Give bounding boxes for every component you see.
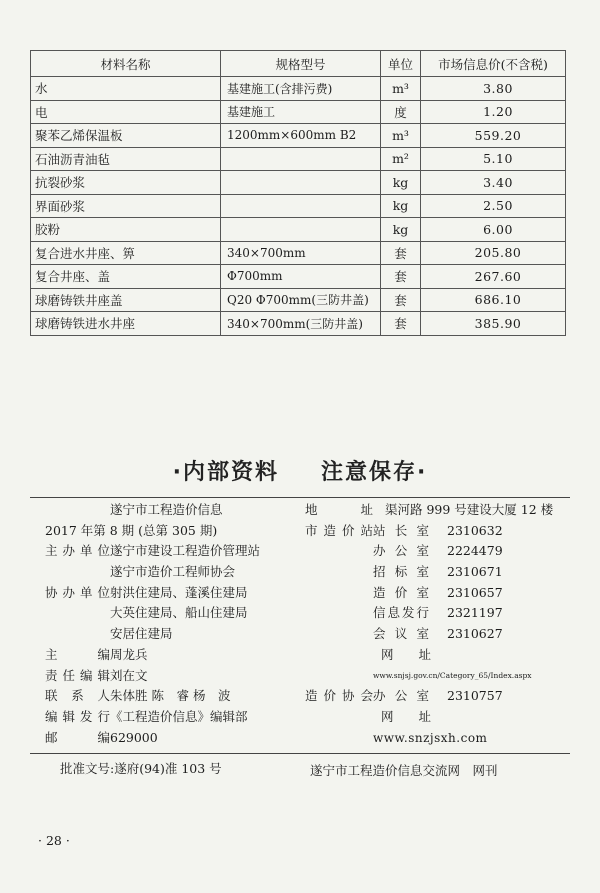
station-dept: 办公室 [373, 543, 429, 559]
table-row [31, 77, 566, 101]
spec-cell: 基建施工 [221, 100, 381, 124]
material-name: 电 [31, 100, 221, 124]
station-dept: 会议室 [373, 626, 429, 642]
material-name: 球磨铸铁进水井座 [31, 312, 221, 336]
header-material: 材料名称 [31, 51, 221, 77]
unit-cell: kg [381, 218, 421, 242]
material-name: 胶粉 [31, 218, 221, 242]
sponsor-label: 主办单位 [45, 543, 110, 559]
publisher-label: 编辑发行 [45, 708, 110, 724]
station-phone: 2310627 [447, 626, 503, 642]
co-sponsor-1: 射洪住建局、蓬溪住建局 [110, 584, 248, 600]
header-spec: 规格型号 [221, 51, 381, 77]
bottom-divider [30, 753, 570, 754]
publisher: 《工程造价信息》编辑部 [110, 708, 248, 724]
spec-cell: Q20 Φ700mm(三防井盖) [221, 288, 381, 312]
association-office: 办公室 [373, 688, 429, 704]
station-dept: 造价室 [373, 584, 429, 600]
header-unit: 单位 [381, 51, 421, 77]
price-cell: 3.40 [421, 171, 566, 195]
price-cell: 2.50 [421, 194, 566, 218]
spec-cell: 基建施工(含排污费) [221, 77, 381, 101]
price-cell: 5.10 [421, 147, 566, 171]
station-dept: 信息发行 [373, 605, 429, 621]
table-row [31, 171, 566, 195]
masthead [45, 500, 300, 748]
unit-cell: kg [381, 171, 421, 195]
station-dept: 招标室 [373, 564, 429, 580]
station-phone: 2310671 [447, 564, 503, 580]
material-name: 抗裂砂浆 [31, 171, 221, 195]
station-phone: 2321197 [447, 605, 503, 621]
association-web-label: 网 址 [381, 708, 432, 724]
material-name: 球磨铸铁井座盖 [31, 288, 221, 312]
unit-cell: 套 [381, 265, 421, 289]
station-label: 市造价站 [305, 522, 373, 538]
price-table [30, 50, 566, 336]
table-row [31, 124, 566, 148]
material-name: 界面砂浆 [31, 194, 221, 218]
approval-number: 批准文号:遂府(94)准 103 号 [60, 761, 222, 776]
spec-cell: 340×700mm(三防井盖) [221, 312, 381, 336]
price-cell: 686.10 [421, 288, 566, 312]
issue-number: 2017 年第 8 期 (总第 305 期) [45, 522, 218, 538]
spec-cell [221, 171, 381, 195]
unit-cell: 套 [381, 288, 421, 312]
header-price: 市场信息价(不含税) [421, 51, 566, 77]
unit-cell: 套 [381, 312, 421, 336]
unit-cell: m² [381, 147, 421, 171]
banner-keep: 注意保存· [321, 460, 428, 485]
resp-editor-label: 责任编辑 [45, 667, 110, 683]
table-row [31, 265, 566, 289]
station-phone: 2310657 [447, 584, 503, 600]
page-number: · 28 · [38, 833, 70, 848]
sponsor-2: 遂宁市造价工程师协会 [110, 564, 236, 580]
co-sponsor-2: 大英住建局、船山住建局 [110, 605, 248, 621]
association-phone: 2310757 [447, 688, 503, 704]
price-cell: 205.80 [421, 241, 566, 265]
address: 渠河路 999 号建设大厦 12 楼 [385, 502, 554, 517]
unit-cell: m³ [381, 124, 421, 148]
table-row [31, 194, 566, 218]
material-name: 复合进水井座、箅 [31, 241, 221, 265]
table-row [31, 100, 566, 124]
resp-editor-name: 刘在文 [110, 667, 148, 683]
material-name: 复合井座、盖 [31, 265, 221, 289]
price-cell: 267.60 [421, 265, 566, 289]
association-website: www.snzjsxh.com [373, 730, 488, 745]
table-row [31, 241, 566, 265]
contact-label: 联 系 人 [45, 688, 110, 704]
notice-banner [0, 455, 600, 486]
contact-names: 朱体胜 陈 睿 杨 波 [110, 688, 231, 704]
table-row [31, 147, 566, 171]
spec-cell [221, 194, 381, 218]
station-web-label: 网 址 [381, 646, 432, 662]
unit-cell: kg [381, 194, 421, 218]
price-cell: 3.80 [421, 77, 566, 101]
material-name: 聚苯乙烯保温板 [31, 124, 221, 148]
price-cell: 6.00 [421, 218, 566, 242]
table-row [31, 312, 566, 336]
sponsor-1: 遂宁市建设工程造价管理站 [110, 543, 261, 559]
table-row [31, 288, 566, 312]
spec-cell [221, 218, 381, 242]
association-label: 造价协会 [305, 688, 373, 704]
postal-code: 629000 [110, 729, 158, 745]
station-website: www.snjsj.gov.cn/Category_65/Index.aspx [373, 670, 532, 680]
spec-cell: 340×700mm [221, 241, 381, 265]
station-phone: 2224479 [447, 543, 503, 559]
top-divider [30, 497, 570, 498]
station-phone: 2310632 [447, 522, 503, 538]
spec-cell: Φ700mm [221, 265, 381, 289]
table-row [31, 218, 566, 242]
co-sponsor-label: 协办单位 [45, 584, 110, 600]
unit-cell: m³ [381, 77, 421, 101]
spec-cell [221, 147, 381, 171]
price-cell: 385.90 [421, 312, 566, 336]
network-label: 遂宁市工程造价信息交流网 网刊 [310, 763, 498, 778]
material-name: 石油沥青油毡 [31, 147, 221, 171]
price-cell: 559.20 [421, 124, 566, 148]
material-name: 水 [31, 77, 221, 101]
table-header-row [31, 51, 566, 77]
unit-cell: 套 [381, 241, 421, 265]
postal-label: 邮 编 [45, 729, 110, 745]
address-label: 地 址 [305, 502, 373, 517]
station-dept: 站长室 [373, 522, 429, 538]
spec-cell: 1200mm×600mm B2 [221, 124, 381, 148]
price-cell: 1.20 [421, 100, 566, 124]
contact-info [305, 500, 570, 748]
editor-name: 周龙兵 [110, 646, 148, 662]
unit-cell: 度 [381, 100, 421, 124]
editor-label: 主 编 [45, 646, 110, 662]
banner-internal: ·内部资料 [172, 460, 279, 485]
masthead-title: 遂宁市工程造价信息 [110, 502, 223, 517]
co-sponsor-3: 安居住建局 [110, 626, 173, 642]
